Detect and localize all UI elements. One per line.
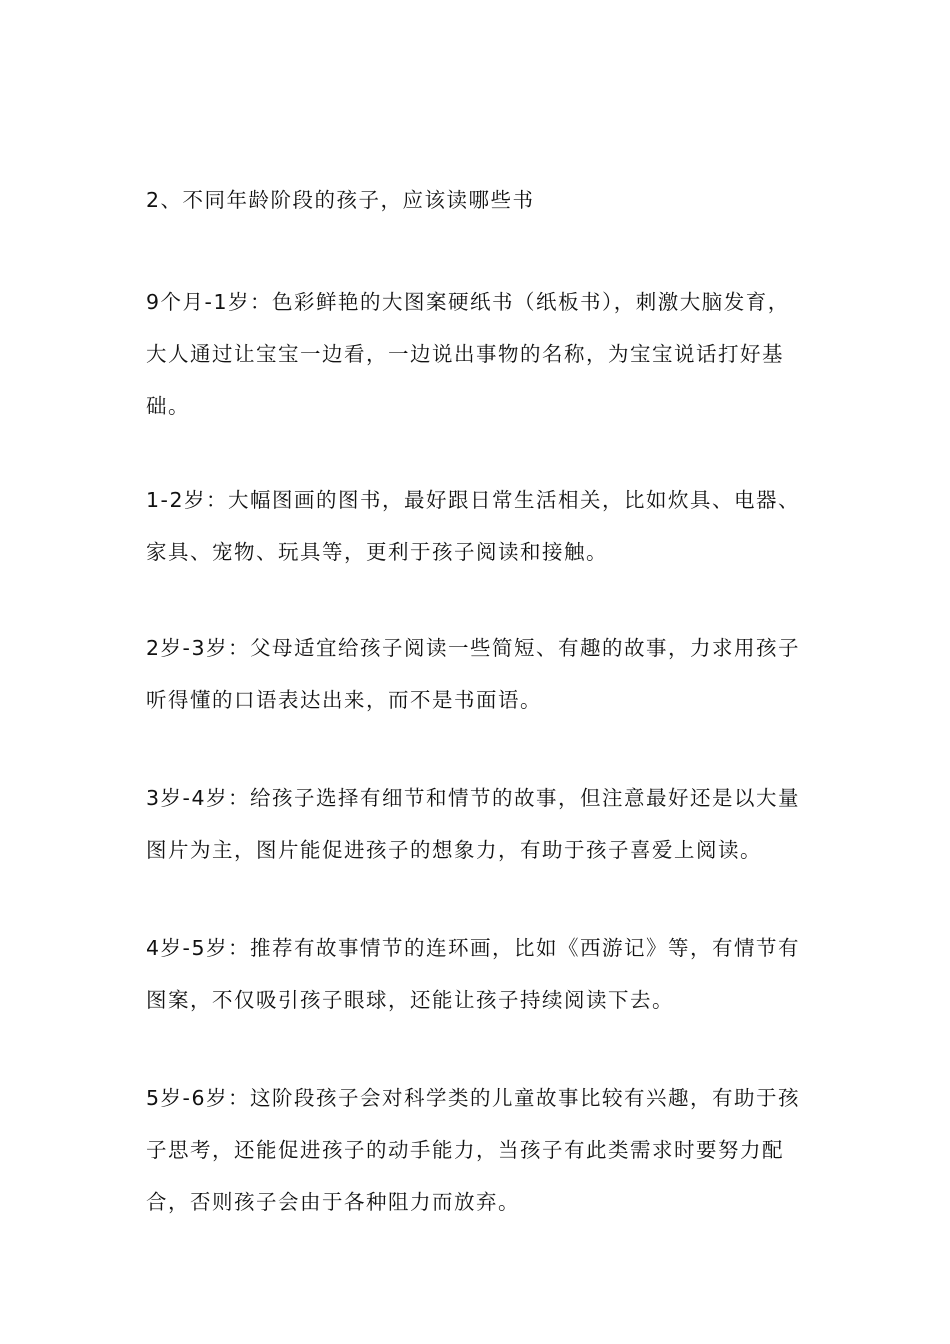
paragraph-9-months-to-1-year: 9个月-1岁：色彩鲜艳的大图案硬纸书（纸板书），刺激大脑发育，大人通过让宝宝一边看，一边说出事物的名称，为宝宝说话打好基础。 xyxy=(146,290,790,418)
paragraph-1-to-2-years: 1-2岁：大幅图画的图书，最好跟日常生活相关，比如炊具、电器、家具、宠物、玩具等，更利于孩子阅读和接触。 xyxy=(146,488,800,564)
paragraph-2-to-3-years: 2岁-3岁：父母适宜给孩子阅读一些简短、有趣的故事，力求用孩子听得懂的口语表达出来，而不是书面语。 xyxy=(146,636,800,712)
paragraph-3-to-4-years: 3岁-4岁：给孩子选择有细节和情节的故事，但注意最好还是以大量图片为主，图片能促进孩子的想象力，有助于孩子喜爱上阅读。 xyxy=(146,786,800,862)
section-heading: 2、不同年龄阶段的孩子，应该读哪些书 xyxy=(146,188,535,212)
paragraph-5-to-6-years: 5岁-6岁：这阶段孩子会对科学类的儿童故事比较有兴趣，有助于孩子思考，还能促进孩子的动手能力，当孩子有此类需求时要努力配合，否则孩子会由于各种阻力而放弃。 xyxy=(146,1086,800,1214)
paragraph-4-to-5-years: 4岁-5岁：推荐有故事情节的连环画，比如《西游记》等，有情节有图案，不仅吸引孩子眼球，还能让孩子持续阅读下去。 xyxy=(146,936,800,1012)
